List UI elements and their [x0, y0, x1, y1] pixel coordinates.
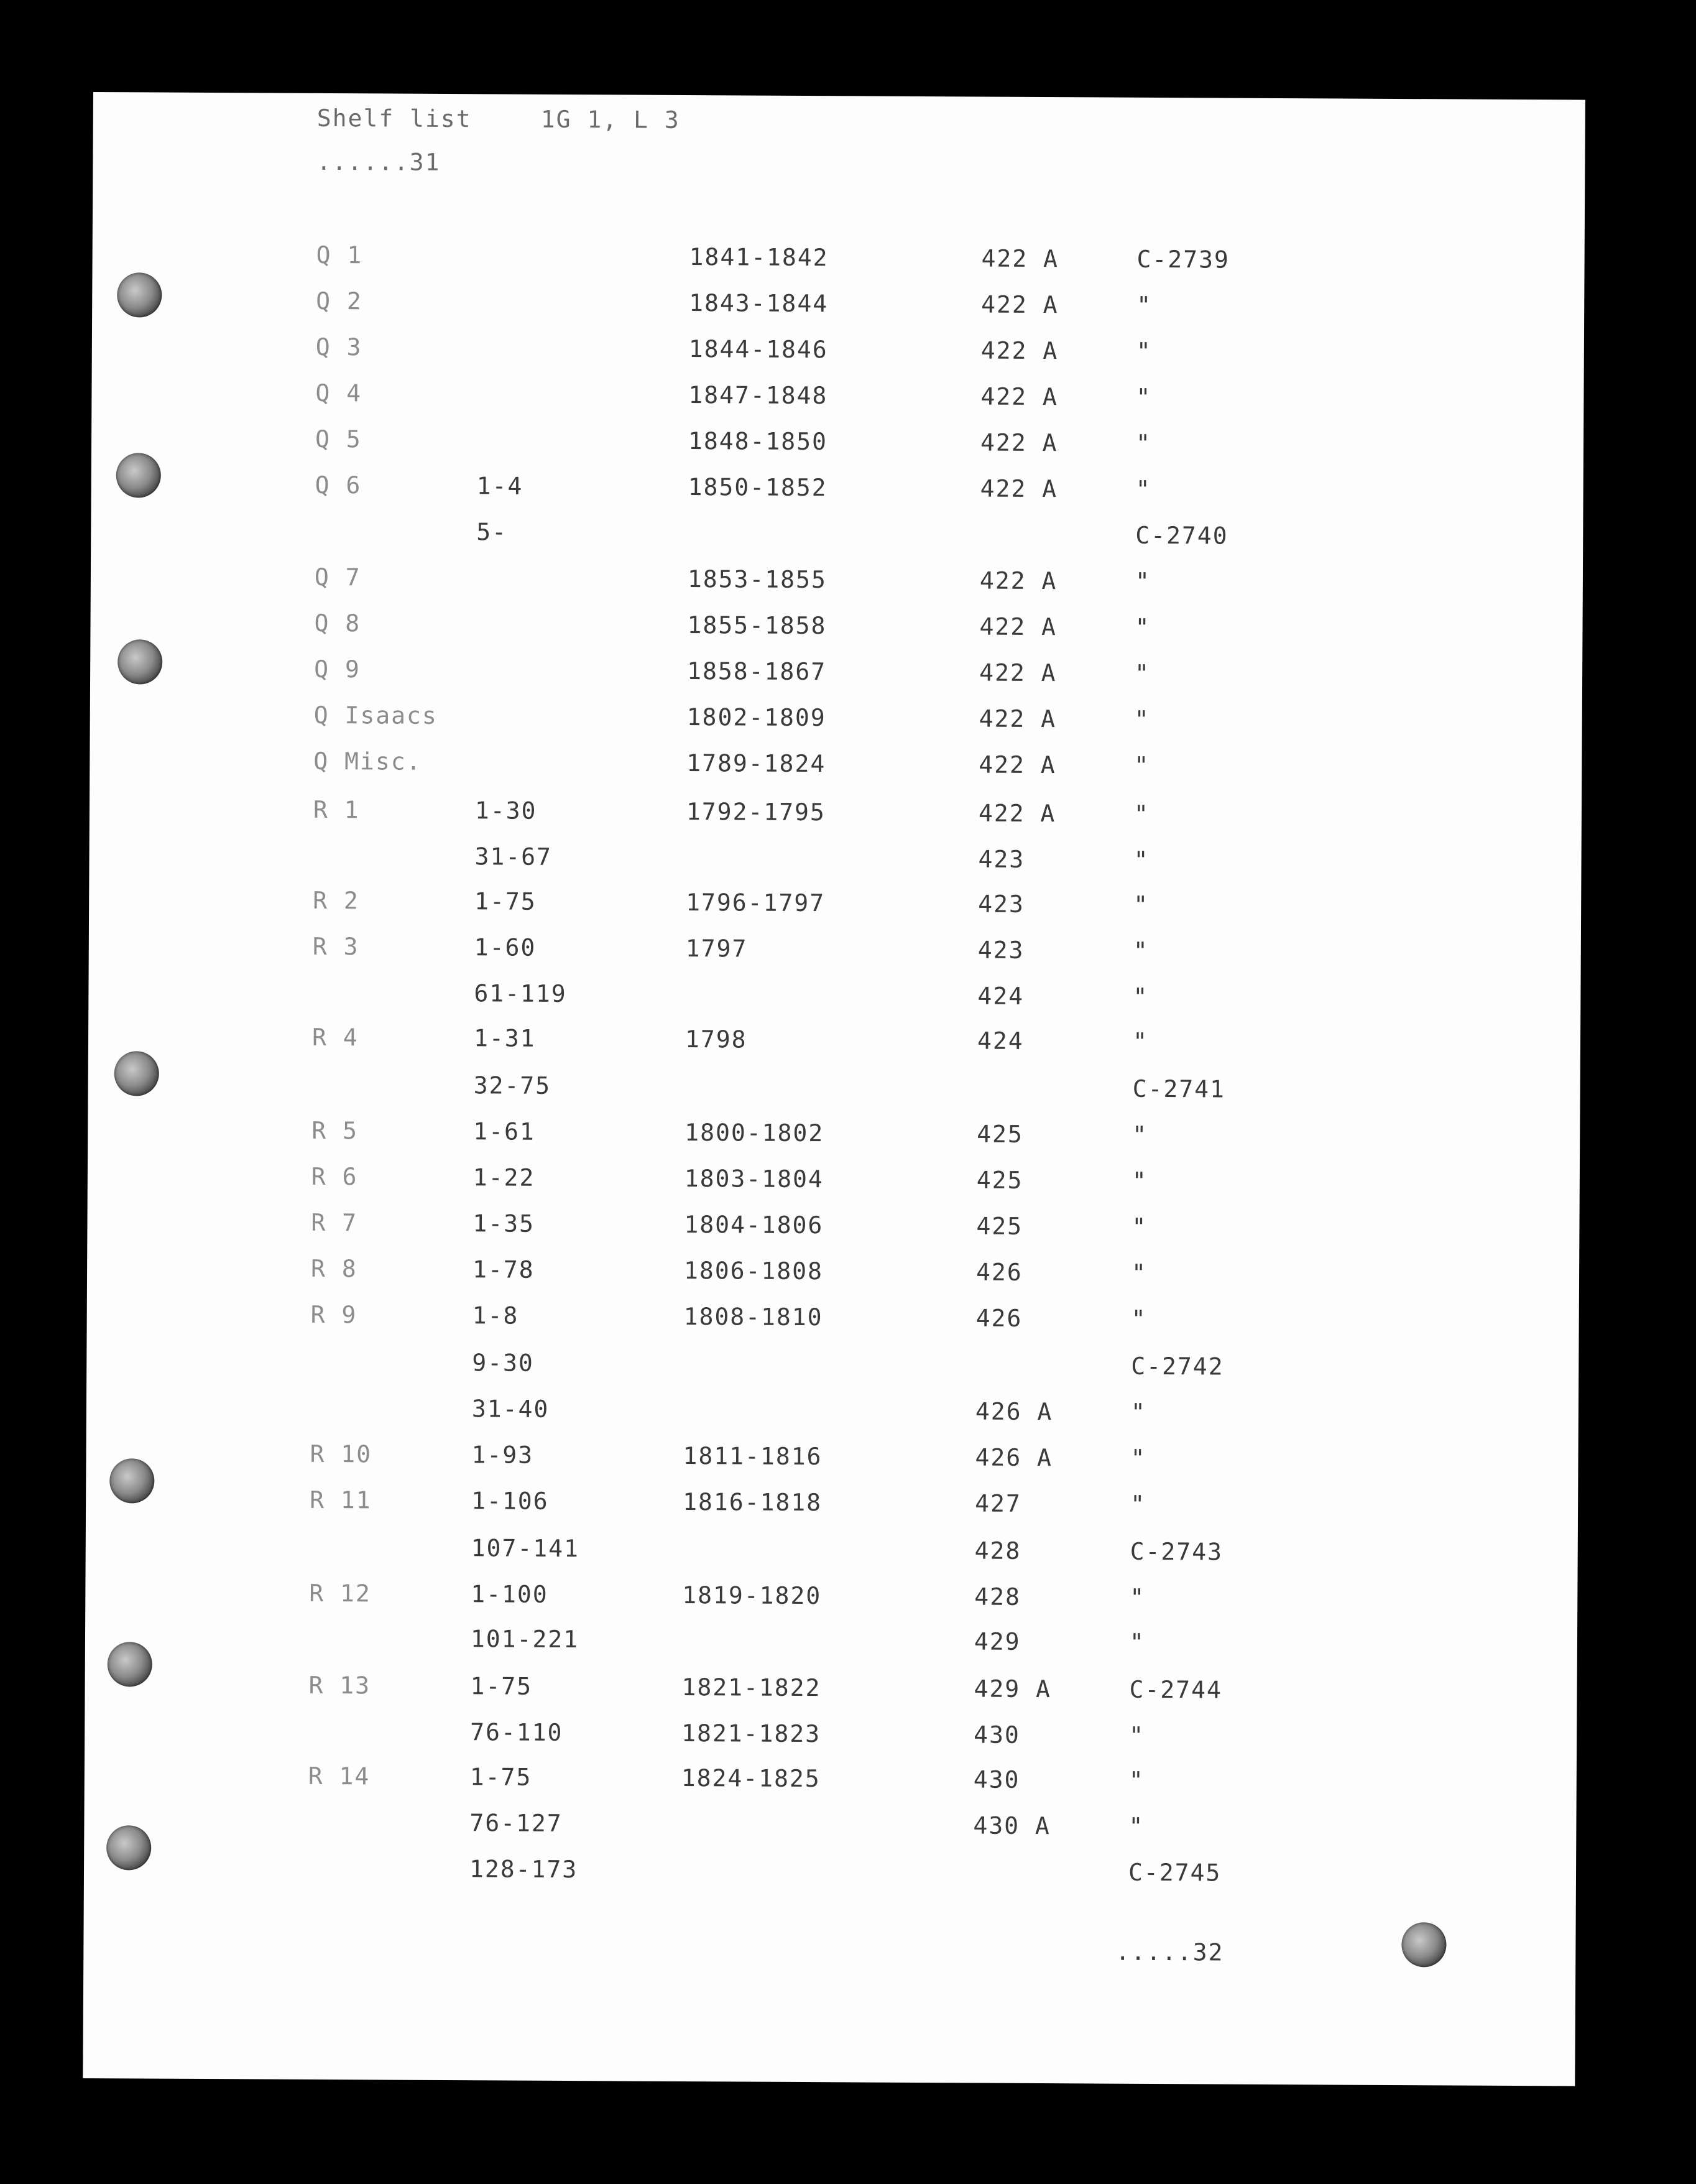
- box-number: 425: [976, 1212, 1023, 1240]
- reel-reference: ": [1129, 1628, 1145, 1656]
- box-number: 430: [974, 1721, 1020, 1749]
- reel-reference: ": [1131, 1259, 1148, 1287]
- date-span: 1792-1795: [686, 798, 826, 826]
- reel-reference: C-2740: [1135, 521, 1228, 550]
- item-range: 128-173: [469, 1855, 578, 1884]
- date-span: 1796-1797: [686, 889, 826, 917]
- date-span: 1800-1802: [684, 1119, 824, 1147]
- box-number: 429 A: [974, 1675, 1052, 1703]
- date-span: 1855-1858: [687, 611, 827, 640]
- item-range: 1-8: [472, 1302, 519, 1330]
- document-page: [83, 92, 1585, 2086]
- shelf-mark: Q 5: [315, 425, 362, 453]
- item-range: 1-4: [476, 472, 523, 500]
- reel-reference: ": [1135, 613, 1151, 641]
- date-span: 1808-1810: [683, 1303, 823, 1331]
- box-number: 426: [975, 1304, 1023, 1332]
- punch-hole: [108, 1642, 152, 1687]
- box-number: 422 A: [980, 474, 1058, 503]
- item-range: 31-67: [474, 843, 553, 871]
- date-span: 1804-1806: [684, 1211, 824, 1239]
- item-range: 1-60: [474, 933, 537, 961]
- shelf-mark: Q Isaacs: [313, 701, 438, 729]
- punch-hole: [109, 1458, 154, 1503]
- shelf-mark: Q 4: [315, 379, 362, 407]
- box-number: 422 A: [980, 428, 1058, 457]
- shelf-mark: R 8: [310, 1254, 357, 1283]
- shelf-mark: R 11: [310, 1486, 372, 1514]
- continued-to: .....32: [1115, 1938, 1224, 1966]
- reel-reference: ": [1135, 659, 1151, 687]
- box-number: 422 A: [978, 799, 1056, 828]
- box-number: 422 A: [980, 382, 1058, 411]
- item-range: 1-30: [474, 797, 537, 825]
- reel-reference: C-2745: [1128, 1858, 1222, 1887]
- record-group: 1G 1, L 3: [540, 105, 680, 134]
- shelf-mark: R 14: [308, 1762, 371, 1790]
- item-range: 101-221: [470, 1625, 579, 1654]
- box-number: 422 A: [979, 613, 1058, 641]
- shelf-mark: R 12: [309, 1579, 371, 1608]
- box-number: 430: [973, 1765, 1020, 1793]
- reel-reference: ": [1135, 567, 1151, 595]
- box-number: 422 A: [979, 751, 1056, 779]
- box-number: 429: [974, 1627, 1021, 1655]
- box-number: 424: [977, 1027, 1024, 1055]
- shelf-mark: Q 7: [314, 563, 361, 591]
- reel-reference: ": [1128, 1766, 1145, 1794]
- date-span: 1821-1823: [681, 1719, 821, 1748]
- reel-reference: ": [1133, 891, 1150, 918]
- punch-hole: [1401, 1922, 1446, 1967]
- shelf-mark: Q 1: [316, 241, 363, 269]
- date-span: 1841-1842: [689, 243, 829, 272]
- shelf-mark: Q 9: [314, 655, 361, 683]
- reel-reference: ": [1131, 1167, 1148, 1195]
- item-range: 1-93: [471, 1441, 534, 1469]
- shelf-mark: Q 2: [316, 287, 363, 315]
- date-span: 1821-1822: [681, 1673, 821, 1702]
- box-number: 422 A: [979, 567, 1058, 595]
- item-range: 1-78: [472, 1256, 535, 1284]
- reel-reference: ": [1130, 1398, 1146, 1426]
- box-number: 422 A: [979, 705, 1057, 733]
- reel-reference: ": [1132, 1027, 1149, 1055]
- shelf-mark: R 10: [310, 1440, 372, 1468]
- item-range: 1-35: [472, 1210, 535, 1238]
- punch-hole: [116, 453, 161, 497]
- box-number: 422 A: [981, 244, 1059, 273]
- continued-from: ......31: [316, 147, 441, 176]
- box-number: 428: [974, 1537, 1021, 1565]
- date-span: 1816-1818: [683, 1488, 823, 1517]
- reel-reference: ": [1130, 1583, 1146, 1611]
- shelf-mark: R 7: [311, 1208, 358, 1237]
- shelf-mark: Q 3: [315, 333, 362, 361]
- reel-reference: ": [1135, 475, 1151, 503]
- shelf-mark: R 13: [308, 1671, 371, 1700]
- date-span: 1858-1867: [687, 657, 827, 686]
- box-number: 422 A: [980, 336, 1059, 365]
- date-span: 1802-1809: [686, 703, 826, 732]
- shelf-mark: R 1: [313, 795, 360, 824]
- box-number: 430 A: [973, 1812, 1051, 1840]
- date-span: 1850-1852: [688, 473, 827, 502]
- punch-hole: [114, 1051, 159, 1096]
- item-range: 1-106: [471, 1487, 549, 1515]
- reel-reference: ": [1129, 1721, 1145, 1749]
- reel-reference: ": [1133, 937, 1149, 965]
- shelf-mark: R 5: [311, 1116, 359, 1145]
- box-number: 428: [974, 1583, 1021, 1611]
- box-number: 423: [978, 890, 1025, 918]
- shelf-mark: Q Misc.: [313, 747, 422, 775]
- box-number: 424: [977, 982, 1025, 1010]
- punch-hole: [117, 272, 162, 317]
- item-range: 1-22: [472, 1164, 535, 1191]
- box-number: 422 A: [979, 659, 1057, 687]
- shelf-list-title: Shelf list: [316, 104, 472, 133]
- reel-reference: ": [1133, 800, 1150, 828]
- reel-reference: ": [1130, 1444, 1146, 1472]
- item-range: 61-119: [474, 979, 567, 1008]
- item-range: 1-31: [473, 1024, 536, 1052]
- reel-reference: ": [1133, 983, 1149, 1011]
- date-span: 1797: [685, 935, 748, 963]
- reel-reference: ": [1136, 291, 1153, 319]
- item-range: 1-75: [470, 1672, 533, 1700]
- date-span: 1811-1816: [683, 1441, 823, 1471]
- reel-reference: ": [1136, 383, 1152, 411]
- reel-reference: ": [1128, 1812, 1145, 1840]
- shelf-mark: R 9: [310, 1300, 357, 1329]
- reel-reference: ": [1131, 1305, 1147, 1333]
- reel-reference: ": [1134, 751, 1150, 779]
- reel-reference: ": [1133, 846, 1150, 874]
- reel-reference: ": [1130, 1490, 1146, 1518]
- item-range: 5-: [476, 518, 508, 546]
- shelf-mark: Q 8: [314, 609, 361, 637]
- item-range: 107-141: [471, 1534, 580, 1563]
- shelf-mark: R 3: [312, 932, 359, 961]
- box-number: 427: [975, 1489, 1021, 1517]
- date-span: 1843-1844: [689, 289, 829, 318]
- reel-reference: ": [1135, 429, 1152, 457]
- item-range: 1-75: [474, 887, 537, 915]
- reel-reference: ": [1132, 1121, 1148, 1149]
- date-span: 1848-1850: [688, 427, 828, 456]
- item-range: 1-100: [471, 1580, 548, 1608]
- reel-reference: C-2741: [1132, 1075, 1226, 1103]
- date-span: 1798: [684, 1025, 747, 1053]
- item-range: 1-75: [469, 1763, 532, 1791]
- reel-reference: C-2743: [1130, 1537, 1224, 1566]
- item-range: 1-61: [473, 1117, 535, 1145]
- shelf-mark: R 6: [311, 1162, 358, 1191]
- date-span: 1853-1855: [687, 565, 827, 594]
- shelf-mark: R 2: [313, 886, 359, 915]
- box-number: 422 A: [981, 290, 1059, 319]
- date-span: 1819-1820: [682, 1581, 822, 1610]
- reel-reference: C-2744: [1129, 1675, 1222, 1704]
- reel-reference: C-2742: [1131, 1352, 1224, 1381]
- reel-reference: ": [1136, 337, 1152, 365]
- reel-reference: ": [1131, 1213, 1148, 1241]
- box-number: 426: [975, 1258, 1023, 1286]
- date-span: 1844-1846: [688, 335, 828, 364]
- box-number: 423: [978, 845, 1025, 873]
- box-number: 426 A: [975, 1397, 1053, 1426]
- punch-hole: [106, 1825, 151, 1870]
- box-number: 423: [977, 936, 1025, 964]
- item-range: 9-30: [472, 1349, 534, 1377]
- item-range: 32-75: [473, 1071, 551, 1099]
- date-span: 1789-1824: [686, 749, 826, 778]
- item-range: 76-127: [469, 1809, 563, 1837]
- box-number: 425: [976, 1166, 1023, 1194]
- date-span: 1847-1848: [688, 381, 828, 410]
- date-span: 1803-1804: [684, 1165, 824, 1193]
- date-span: 1824-1825: [681, 1764, 821, 1793]
- shelf-mark: Q 6: [315, 471, 362, 499]
- date-span: 1806-1808: [683, 1257, 824, 1285]
- item-range: 76-110: [470, 1718, 563, 1746]
- reel-reference: ": [1134, 705, 1150, 733]
- shelf-mark: R 4: [311, 1023, 359, 1052]
- item-range: 31-40: [471, 1395, 550, 1423]
- box-number: 426 A: [975, 1443, 1053, 1472]
- reel-reference: C-2739: [1136, 245, 1230, 274]
- punch-hole: [118, 639, 162, 684]
- box-number: 425: [977, 1120, 1024, 1148]
